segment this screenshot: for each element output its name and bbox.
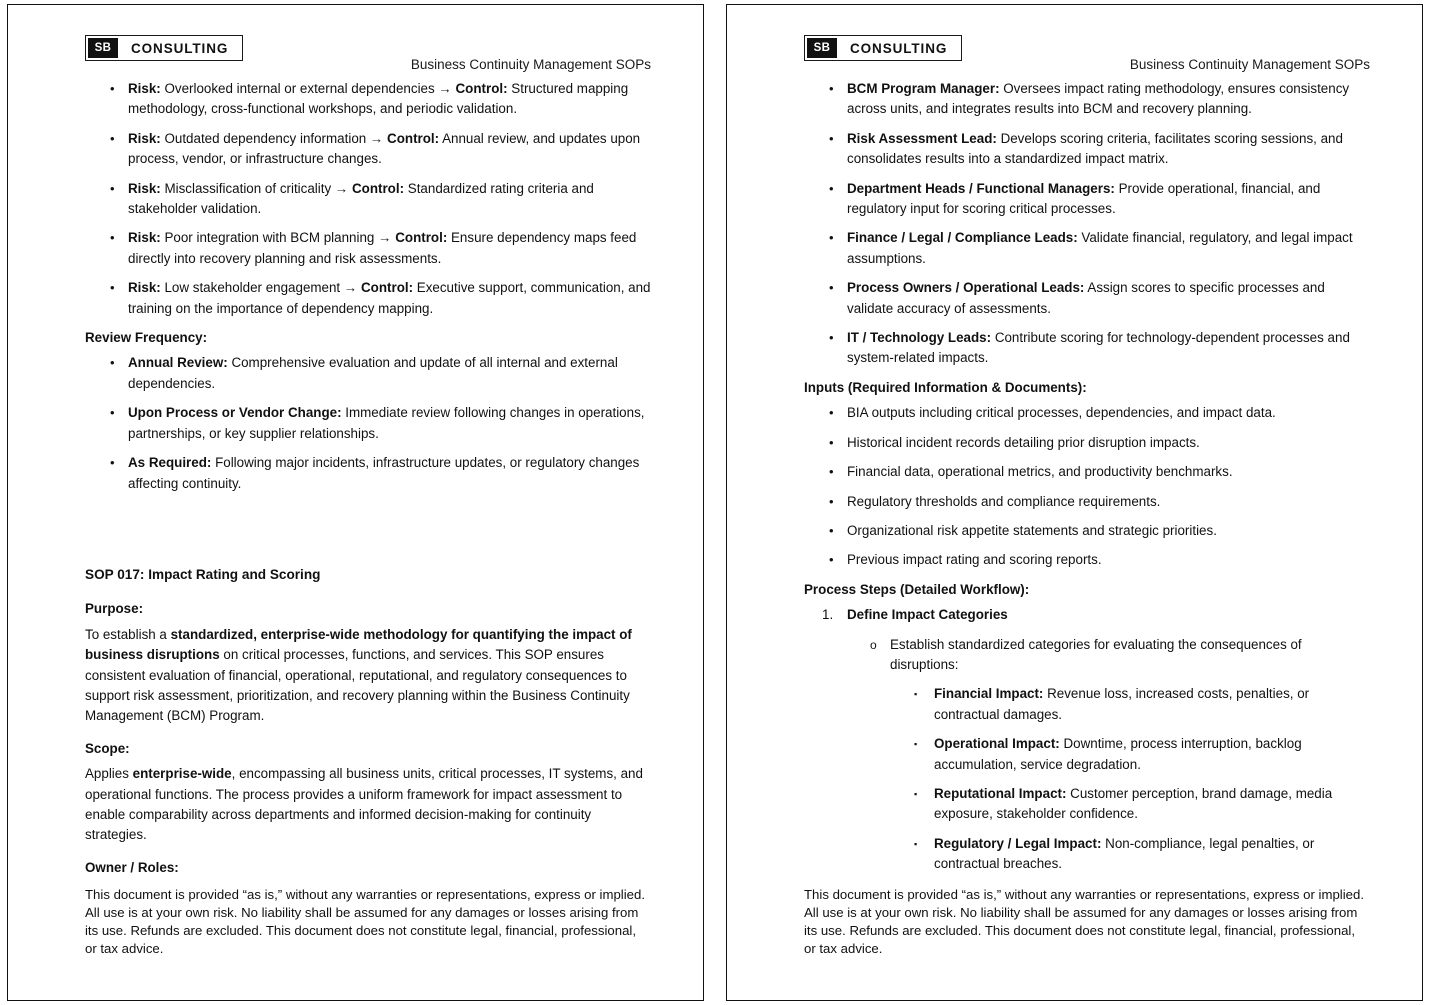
- risk-text: Low stakeholder engagement →: [160, 280, 361, 296]
- list-item: [85, 453, 651, 494]
- list-item: [85, 278, 651, 319]
- list-item: [804, 433, 1370, 453]
- list-item: [85, 129, 651, 170]
- item-text: Previous impact rating and scoring reports.: [847, 552, 1102, 568]
- item-text: Regulatory thresholds and compliance requirements.: [847, 493, 1161, 509]
- control-text: Standardized rating criteria and stakeholder validation.: [128, 180, 594, 217]
- page-left-content: [85, 79, 651, 878]
- scope-pre: Applies: [85, 766, 133, 782]
- list-item: [804, 605, 1370, 625]
- list-item: [804, 492, 1370, 512]
- logo-wordmark: CONSULTING: [850, 40, 948, 56]
- item-text: Comprehensive evaluation and update of all internal and external dependencies.: [128, 355, 618, 391]
- square-bullet-icon: ▪: [914, 739, 918, 750]
- control-text: Structured mapping methodology, cross-functional workshops, and periodic validation.: [128, 81, 629, 117]
- page-header-right: [804, 35, 1370, 79]
- bullet-icon: •: [829, 434, 834, 450]
- risk-text: Outdated dependency information →: [160, 130, 388, 146]
- risk-label: Risk:: [128, 180, 161, 196]
- logo-badge-sb: SB: [88, 38, 118, 58]
- scope-heading: Scope:: [85, 740, 130, 756]
- purpose-post: on critical processes, functions, and services. This SOP ensures consistent evaluation of financial, operational, reputational, and regulatory consequences to support risk assessment, prioritization, and recovery planning within the Business Continuity Management (BCM) Program.: [85, 647, 630, 724]
- bullet-icon: •: [110, 180, 115, 196]
- list-item: [804, 403, 1370, 423]
- bullet-icon: •: [110, 455, 115, 471]
- item-label: As Required:: [128, 455, 212, 471]
- list-item: [804, 734, 1370, 775]
- list-item: [85, 353, 651, 394]
- risk-label: Risk:: [128, 81, 161, 96]
- list-item: [804, 179, 1370, 220]
- owner-roles-heading: Owner / Roles:: [85, 859, 179, 875]
- bullet-icon: •: [110, 355, 115, 371]
- list-item: [804, 550, 1370, 570]
- bullet-icon: •: [829, 81, 834, 96]
- inputs-list: [804, 403, 1370, 570]
- bullet-icon: •: [829, 130, 834, 146]
- list-item: [85, 179, 651, 220]
- process-steps-heading: Process Steps (Detailed Workflow):: [804, 581, 1030, 597]
- sop-title: SOP 017: Impact Rating and Scoring: [85, 566, 321, 582]
- page-header-left: [85, 35, 651, 79]
- list-item: [85, 79, 651, 120]
- review-frequency-heading: Review Frequency:: [85, 330, 208, 346]
- item-text: BIA outputs including critical processes, dependencies, and impact data.: [847, 405, 1276, 421]
- ordinal-marker: 1.: [822, 607, 834, 623]
- role-label: BCM Program Manager:: [847, 81, 1000, 96]
- bullet-icon: •: [829, 280, 834, 296]
- bullet-icon: •: [110, 81, 115, 96]
- category-text: Downtime, process interruption, backlog accumulation, service degradation.: [934, 736, 1302, 772]
- list-item: [85, 403, 651, 444]
- role-label: Risk Assessment Lead:: [847, 130, 997, 146]
- control-label: Control:: [361, 280, 414, 296]
- risk-label: Risk:: [128, 230, 161, 246]
- scope-paragraph: [85, 764, 651, 846]
- purpose-bold: standardized, enterprise-wide methodology for quantifying the impact of business disruptions: [85, 626, 632, 663]
- control-label: Control:: [455, 81, 508, 96]
- sub-text: Establish standardized categories for evaluating the consequences of disruptions:: [890, 636, 1302, 672]
- category-label: Operational Impact:: [934, 736, 1060, 752]
- role-label: IT / Technology Leads:: [847, 330, 992, 346]
- purpose-pre: To establish a: [85, 626, 171, 642]
- list-item: [804, 834, 1370, 875]
- bullet-icon: •: [110, 230, 115, 246]
- list-item: [804, 521, 1370, 541]
- square-bullet-icon: ▪: [914, 689, 918, 700]
- list-item: [804, 462, 1370, 482]
- scope-bold: enterprise-wide: [132, 766, 232, 782]
- control-text: Ensure dependency maps feed directly into recovery planning and risk assessments.: [128, 230, 637, 266]
- control-label: Control:: [387, 130, 440, 146]
- review-frequency-list: [85, 353, 651, 493]
- risk-text: Poor integration with BCM planning →: [160, 230, 396, 246]
- list-item: [804, 635, 1370, 676]
- item-text: Immediate review following changes in operations, partnerships, or key supplier relationships.: [128, 405, 645, 441]
- category-label: Regulatory / Legal Impact:: [934, 835, 1102, 851]
- role-text: Oversees impact rating methodology, ensures consistency across units, and integrates results into BCM and recovery planning.: [847, 81, 1350, 117]
- circle-bullet-icon: o: [870, 637, 877, 652]
- bullet-icon: •: [110, 280, 115, 296]
- role-text: Contribute scoring for technology-dependent processes and system-related impacts.: [847, 330, 1350, 366]
- risk-label: Risk:: [128, 280, 161, 296]
- document-title-right: Business Continuity Management SOPs: [1129, 57, 1370, 72]
- category-label: Reputational Impact:: [934, 785, 1067, 801]
- category-text: Revenue loss, increased costs, penalties, or contractual damages.: [934, 686, 1310, 722]
- step-title: Define Impact Categories: [847, 607, 1008, 623]
- control-label: Control:: [395, 230, 448, 246]
- control-text: Executive support, communication, and training on the importance of dependency mapping.: [128, 280, 651, 316]
- role-text: Assign scores to specific processes and validate accuracy of assessments.: [847, 280, 1325, 316]
- section-spacer: [85, 503, 651, 565]
- bullet-icon: •: [829, 405, 834, 421]
- role-label: Process Owners / Operational Leads:: [847, 280, 1085, 296]
- logo-badge-sb: SB: [807, 38, 837, 58]
- list-item: [804, 278, 1370, 319]
- impact-categories-list: [804, 684, 1370, 874]
- role-text: Develops scoring criteria, facilitates scoring sessions, and consolidates results into a standardized impact matrix.: [847, 130, 1343, 167]
- list-item: [804, 228, 1370, 269]
- purpose-paragraph: [85, 625, 651, 727]
- bullet-icon: •: [829, 552, 834, 568]
- category-text: Customer perception, brand damage, media exposure, stakeholder confidence.: [934, 785, 1333, 822]
- owner-roles-list: [804, 79, 1370, 369]
- item-text: Organizational risk appetite statements and strategic priorities.: [847, 522, 1217, 538]
- disclaimer-right: This document is provided “as is,” without any warranties or representations, express or implied. All use is at your own risk. No liability shall be assumed for any damages or losses arising from its use. Refunds are excluded. This document does not constitute legal, financial, professional, or tax advice.: [804, 887, 1364, 956]
- list-item: [804, 784, 1370, 825]
- process-steps-list: [804, 605, 1370, 625]
- risk-text: Overlooked internal or external dependencies →: [160, 81, 456, 96]
- item-label: Annual Review:: [128, 355, 228, 371]
- list-item: [804, 129, 1370, 170]
- category-label: Financial Impact:: [934, 686, 1044, 702]
- page-left: [7, 4, 704, 1001]
- bullet-icon: •: [829, 230, 834, 246]
- sb-consulting-logo: [85, 35, 243, 61]
- item-text: Historical incident records detailing prior disruption impacts.: [847, 434, 1200, 450]
- square-bullet-icon: ▪: [914, 838, 918, 849]
- role-text: Validate financial, regulatory, and legal impact assumptions.: [847, 230, 1353, 266]
- bullet-icon: •: [110, 405, 115, 421]
- item-label: Upon Process or Vendor Change:: [128, 405, 342, 421]
- role-text: Provide operational, financial, and regulatory input for scoring critical processes.: [847, 180, 1321, 217]
- disclaimer-left: This document is provided “as is,” without any warranties or representations, express or implied. All use is at your own risk. No liability shall be assumed for any damages or losses arising from its use. Refunds are excluded. This document does not constitute legal, financial, professional, or tax advice.: [85, 887, 645, 956]
- square-bullet-icon: ▪: [914, 788, 918, 799]
- list-item: [85, 228, 651, 269]
- step-1-sublist: [804, 635, 1370, 676]
- item-text: Following major incidents, infrastructure updates, or regulatory changes affecting continuity.: [128, 455, 640, 491]
- bullet-icon: •: [829, 330, 834, 346]
- page-right: [726, 4, 1423, 1001]
- bullet-icon: •: [829, 180, 834, 196]
- scope-post: , encompassing all business units, critical processes, IT systems, and operational functions. The process provides a uniform framework for impact assessment to enable comparability across departments and informed decision-making for continuity strategies.: [85, 766, 643, 843]
- logo-wordmark: CONSULTING: [131, 40, 229, 56]
- control-label: Control:: [351, 180, 405, 196]
- inputs-heading: Inputs (Required Information & Documents):: [804, 379, 1087, 395]
- bullet-icon: •: [829, 464, 834, 480]
- list-item: [804, 328, 1370, 369]
- page-right-content: [804, 79, 1370, 875]
- bullet-icon: •: [829, 493, 834, 509]
- purpose-heading: Purpose:: [85, 601, 144, 617]
- category-text: Non-compliance, legal penalties, or contractual breaches.: [934, 835, 1315, 872]
- document-title-left: Business Continuity Management SOPs: [410, 57, 651, 72]
- risk-text: Misclassification of criticality →: [160, 180, 352, 196]
- list-item: [804, 684, 1370, 725]
- list-item: [804, 79, 1370, 120]
- role-label: Finance / Legal / Compliance Leads:: [847, 230, 1078, 246]
- sb-consulting-logo: [804, 35, 962, 61]
- control-text: Annual review, and updates upon process, vendor, or infrastructure changes.: [128, 130, 641, 167]
- role-label: Department Heads / Functional Managers:: [847, 180, 1115, 196]
- bullet-icon: •: [829, 522, 834, 538]
- risk-label: Risk:: [128, 130, 161, 146]
- bullet-icon: •: [110, 130, 115, 146]
- risk-control-list: [85, 79, 651, 319]
- item-text: Financial data, operational metrics, and productivity benchmarks.: [847, 464, 1233, 480]
